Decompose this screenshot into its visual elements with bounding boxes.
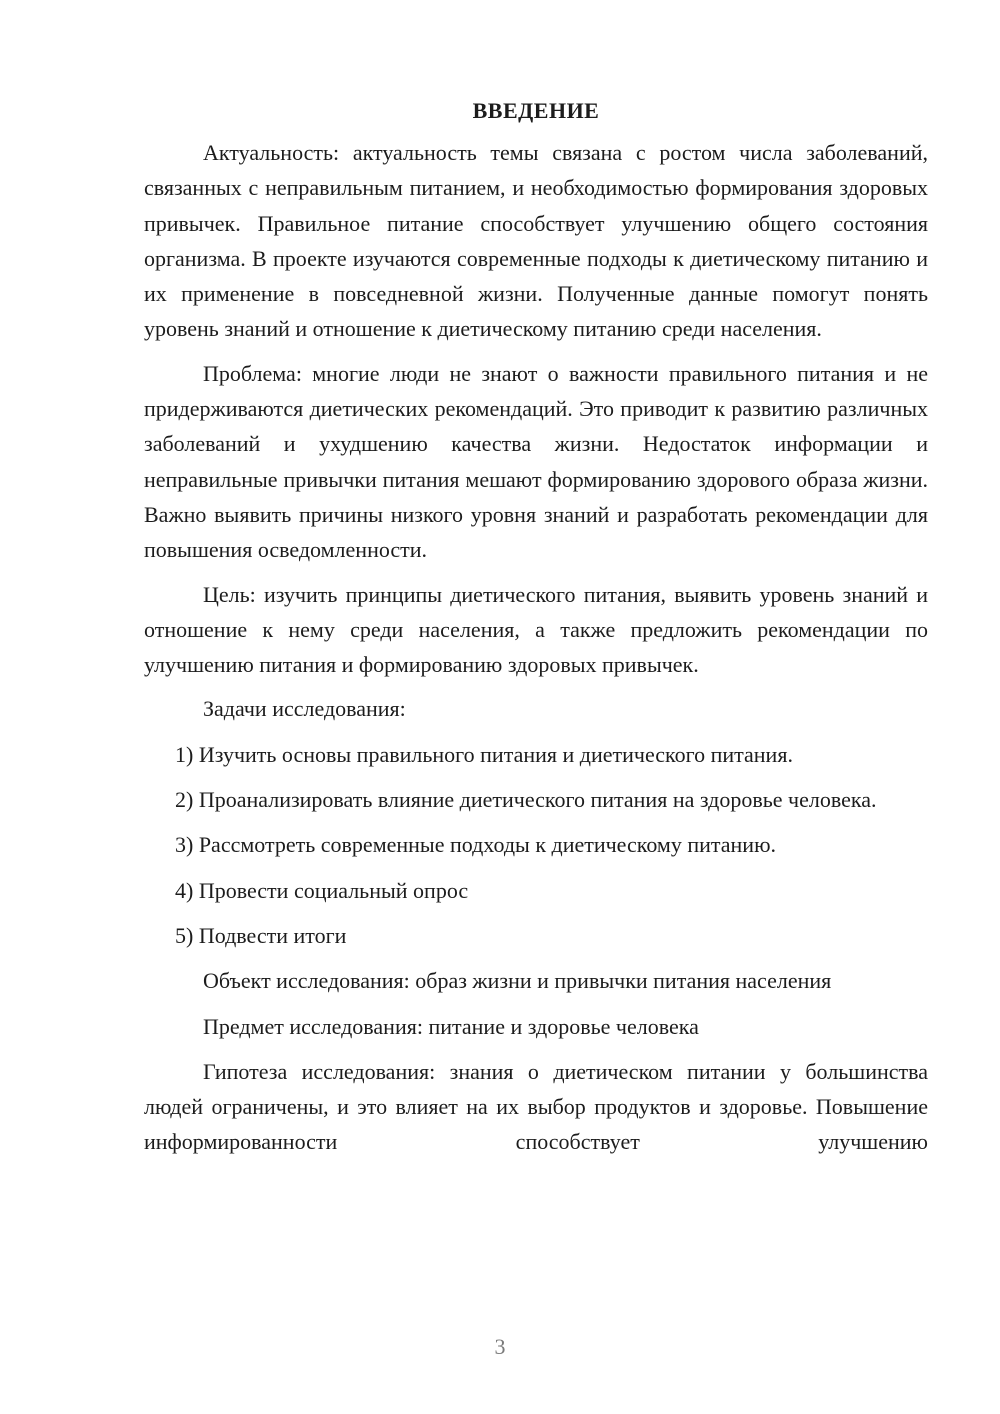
page-number: 3 xyxy=(494,1334,506,1359)
task-item: 4) Провести социальный опрос xyxy=(175,877,469,903)
task-item: 3) Рассмотреть современные подходы к диетическому питанию. xyxy=(175,832,777,858)
task-item: 5) Подвести итоги xyxy=(175,922,347,948)
object-paragraph: Объект исследования: образ жизни и привычки питания населения xyxy=(203,968,832,994)
document-page xyxy=(144,96,928,1169)
tasks-heading: Задачи исследования: xyxy=(203,696,406,722)
subject-paragraph: Предмет исследования: питание и здоровье человека xyxy=(203,1013,699,1039)
task-item: 1) Изучить основы правильного питания и диетического питания. xyxy=(175,741,793,767)
document-title: ВВЕДЕНИЕ xyxy=(472,98,600,123)
problem-paragraph: Проблема: многие люди не знают о важности правильного питания и не придерживаются диетических рекомендаций. Это приводит к развитию различных заболеваний и ухудшению качества жизни. Недостаток информации и неправильные привычки питания мешают формированию здорового образа жизни. Важно выявить причины низкого уровня знаний и разработать рекомендации для повышения осведомленности. xyxy=(144,360,928,563)
task-item: 2) Проанализировать влияние диетического питания на здоровье человека. xyxy=(175,787,877,813)
hypothesis-paragraph: Гипотеза исследования: знания о диетическом питании у большинства людей ограничены, и это влияет на их выбор продуктов и здоровье. Повышение информированности способствует улучшению xyxy=(144,1058,928,1155)
tasks-list xyxy=(144,737,928,953)
goal-paragraph: Цель: изучить принципы диетического питания, выявить уровень знаний и отношение к нему среди населения, а также предложить рекомендации по улучшению питания и формированию здоровых привычек. xyxy=(144,581,928,678)
relevance-paragraph: Актуальность: актуальность темы связана с ростом числа заболеваний, связанных с неправильным питанием, и необходимостью формирования здоровых привычек. Правильное питание способствует улучшению общего состояния организма. В проекте изучаются современные подходы к диетическому питанию и их применение в повседневной жизни. Полученные данные помогут понять уровень знаний и отношение к диетическому питанию среди населения. xyxy=(144,140,928,342)
